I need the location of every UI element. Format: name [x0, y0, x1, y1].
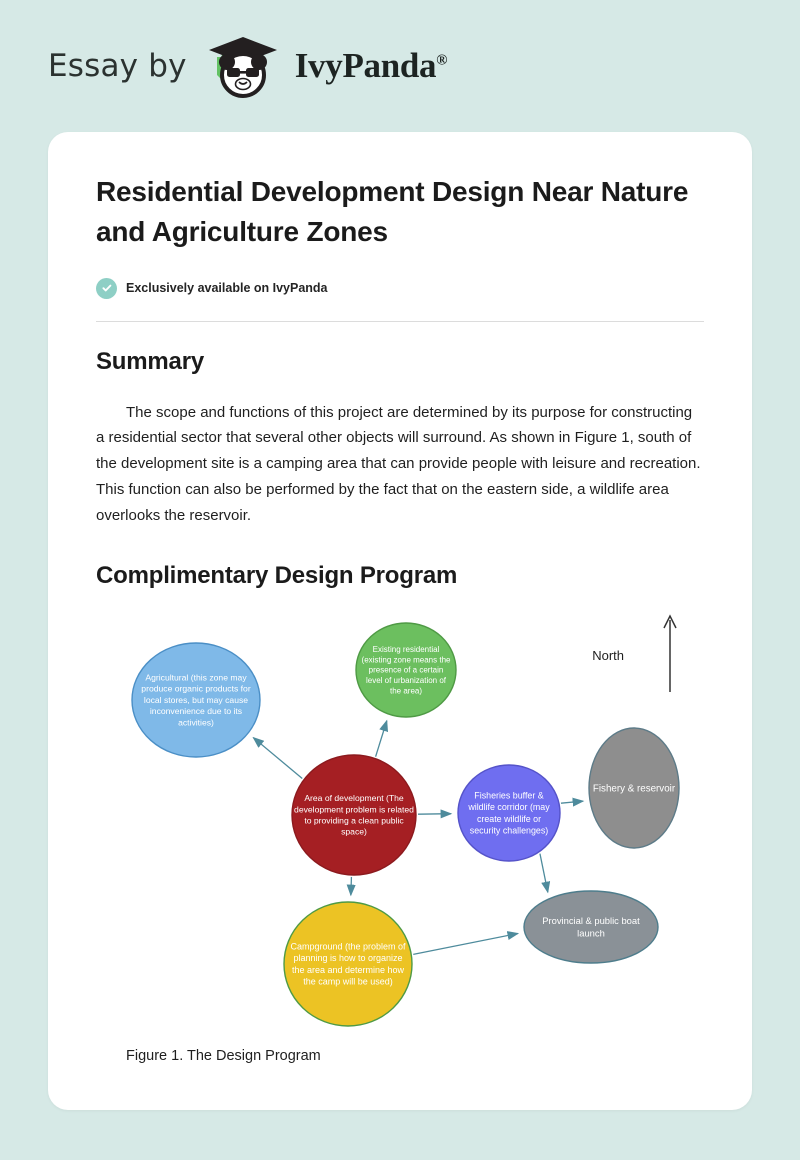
- diagram-node-agricultural[interactable]: [132, 643, 260, 757]
- section-heading-summary: Summary: [96, 347, 204, 375]
- essay-by-label: Essay by: [48, 48, 187, 84]
- exclusive-badge-label: Exclusively available on IvyPanda: [126, 281, 328, 295]
- exclusive-availability-badge: [96, 278, 704, 299]
- diagram-node-existing-residential[interactable]: [356, 623, 456, 717]
- registered-trademark-mark: ®: [436, 52, 448, 69]
- section-heading-design-program: Complimentary Design Program: [96, 562, 458, 590]
- node-label-area-of-development: Area of development (The development problem is related to providing a clean public space): [294, 793, 414, 838]
- header-divider: [96, 321, 704, 322]
- essay-paper-card: [48, 132, 752, 1110]
- diagram-node-campground[interactable]: [284, 902, 412, 1026]
- figure-design-program: [96, 600, 704, 1064]
- north-arrow-icon: [664, 616, 676, 692]
- diagram-node-fisheries-buffer[interactable]: [458, 765, 560, 861]
- diagram-node-fishery-reservoir[interactable]: [589, 728, 679, 848]
- node-label-boat-launch: Provincial & public boat launch: [542, 915, 640, 939]
- panda-graduation-cap-logo-icon: [197, 33, 285, 99]
- diagram-node-area-of-development[interactable]: [292, 755, 416, 875]
- page-title: Residential Development Design Near Nature and Agriculture Zones: [96, 176, 689, 247]
- node-label-campground: Campground (the problem of planning is how to organize the area and determine how the camp will be used): [290, 941, 406, 988]
- diagram-node-boat-launch[interactable]: [524, 891, 658, 963]
- node-label-existing-residential: Existing residential (existing zone means the presence of a certain level of urbanization of the area): [361, 645, 451, 697]
- diagram-edge-fisheries-buffer-to-fishery-reservoir: [561, 802, 583, 804]
- design-program-diagram: [96, 600, 704, 1030]
- diagram-nodes: [132, 623, 679, 1026]
- diagram-edge-fisheries-buffer-to-boat-launch: [540, 854, 548, 893]
- north-label: North: [592, 648, 624, 664]
- check-circle-icon: [96, 278, 117, 299]
- diagram-edge-area-of-development-to-agricultural: [253, 738, 302, 779]
- diagram-edge-area-of-development-to-campground: [351, 877, 352, 895]
- summary-paragraph: The scope and functions of this project are determined by its purpose for constructing a residential sector that several other objects will surround. As shown in Figure 1, south of the development site is a camping area that can provide people with leisure and recreation. This function can also be performed by the fact that on the eastern side, a wildlife area overlooks the reservoir.: [96, 403, 701, 524]
- diagram-edge-area-of-development-to-existing-residential: [376, 721, 387, 757]
- node-label-fisheries-buffer: Fisheries buffer & wildlife corridor (may create wildlife or security challenges): [468, 791, 550, 836]
- diagram-edge-campground-to-boat-launch: [413, 934, 518, 955]
- node-label-agricultural: Agricultural (this zone may produce organic products for local stores, but may cause inconvenience due to its activities): [141, 673, 251, 728]
- brand-name-text: IvyPanda: [294, 46, 437, 85]
- brand-header: [0, 0, 800, 132]
- node-label-fishery-reservoir: Fishery & reservoir: [592, 783, 676, 795]
- ivypanda-wordmark: [295, 46, 447, 86]
- ivypanda-brand-lockup[interactable]: [48, 33, 447, 99]
- figure-caption: Figure 1. The Design Program: [126, 1048, 321, 1065]
